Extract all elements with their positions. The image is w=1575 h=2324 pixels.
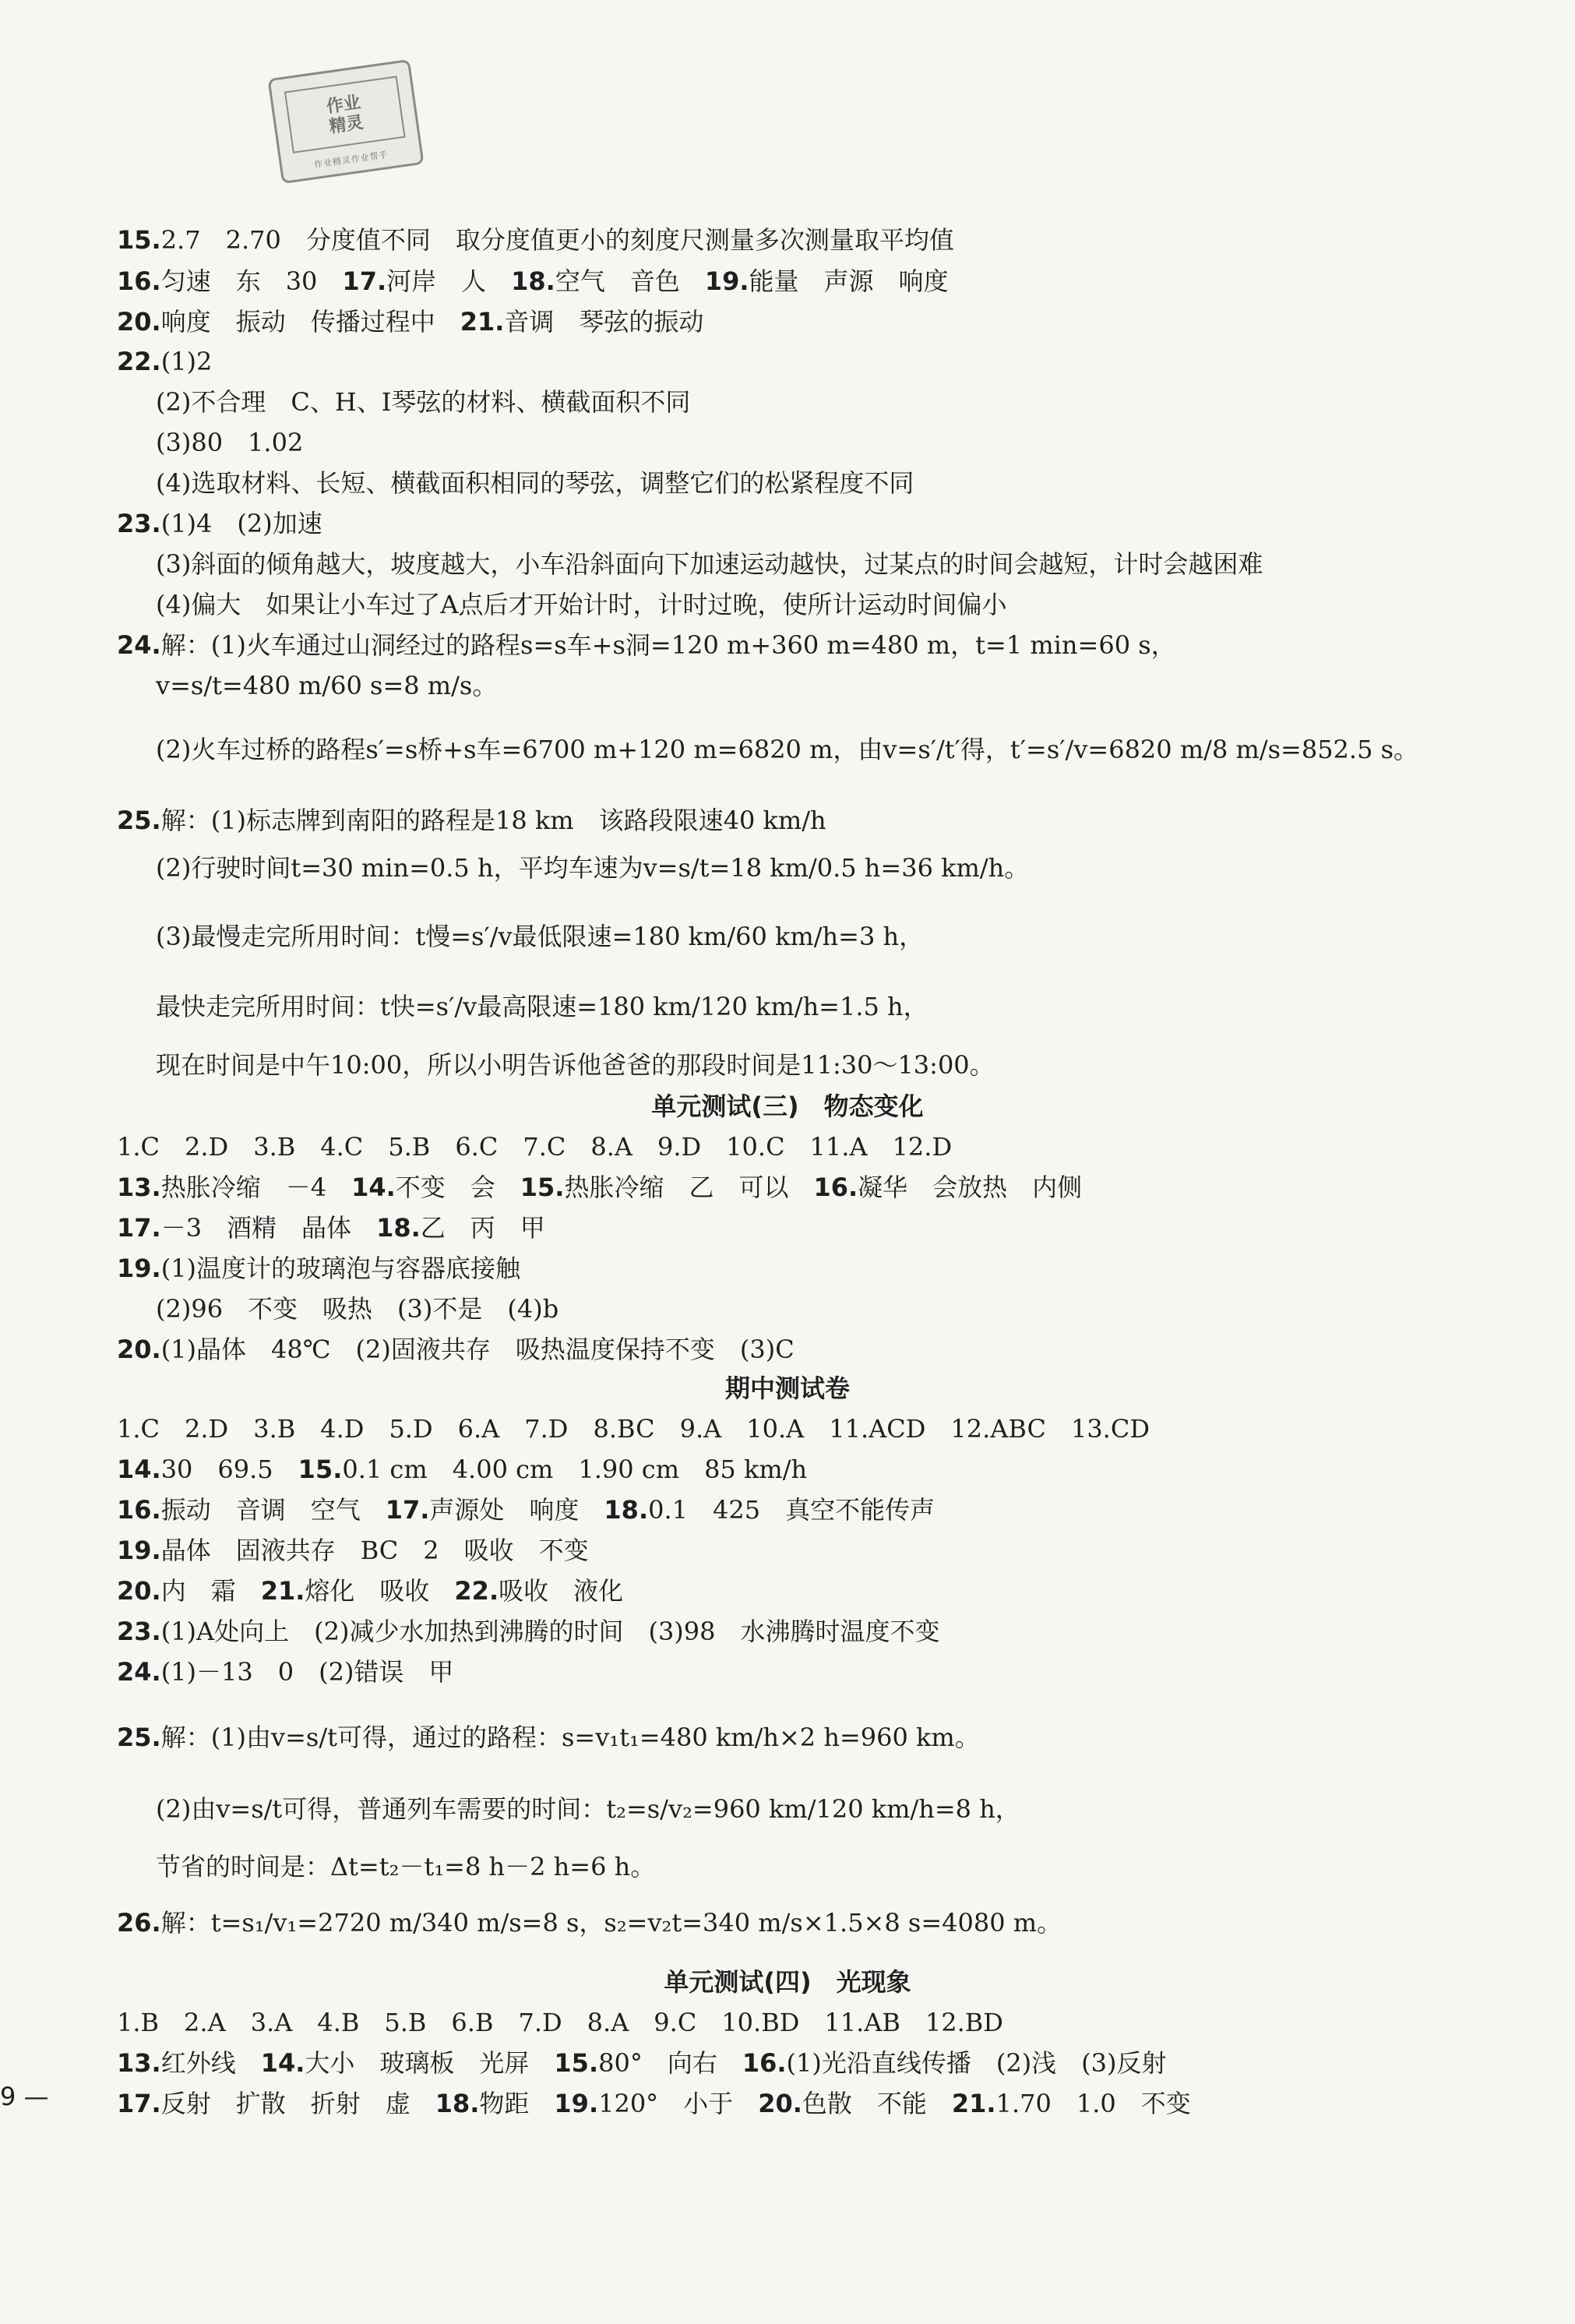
answer-text: 晶体 固液共存 BC 2 吸收 不变 — [160, 1536, 589, 1565]
answer-line — [117, 223, 1542, 257]
question-number: 19. — [117, 1254, 161, 1283]
answer-line — [156, 1850, 1575, 1884]
answer-text: 音调 琴弦的振动 — [504, 307, 704, 337]
answer-text: 红外线 — [160, 2048, 261, 2078]
answer-line — [117, 1720, 1542, 1754]
question-number: 18. — [511, 266, 555, 296]
answer-text: 不变 会 — [395, 1173, 520, 1202]
answer-text: 120° 小于 — [598, 2089, 759, 2118]
question-number: 25. — [117, 806, 161, 835]
question-number: 20. — [117, 1576, 161, 1606]
answer-line — [117, 1170, 1542, 1204]
answer-text: 解：t=s₁/v₁=2720 m/340 m/s=8 s，s₂=v₂t=340 m/s×1.5×8 s=4080 m。 — [160, 1908, 1062, 1938]
question-number: 18. — [376, 1213, 421, 1243]
answer-line — [117, 2005, 1542, 2040]
question-number: 23. — [117, 1617, 161, 1646]
answer-line — [156, 425, 1575, 460]
answer-text: 凝华 会放热 内侧 — [858, 1173, 1083, 1202]
question-number: 22. — [117, 347, 161, 376]
answer-text: 河岸 人 — [386, 266, 512, 296]
answer-text: (1)－13 0 (2)错误 甲 — [160, 1657, 454, 1687]
answer-text: 色散 不能 — [802, 2089, 952, 2118]
answer-line — [117, 2046, 1542, 2080]
question-number: 20. — [758, 2089, 802, 2118]
answer-text: (1)4 (2)加速 — [160, 509, 322, 538]
answer-text: 热胀冷缩 －4 — [160, 1173, 352, 1202]
answer-line — [156, 668, 1575, 703]
answer-line — [156, 989, 1575, 1024]
answer-line — [117, 1211, 1542, 1245]
answer-text: 声源处 响度 — [429, 1495, 604, 1525]
answer-line — [117, 1493, 1542, 1527]
answer-line — [117, 1452, 1542, 1486]
answer-text: 内 霜 — [160, 1576, 261, 1606]
answer-text: (2)火车过桥的路程s′=s桥+s车=6700 m+120 m=6820 m，由v=s′/t′得，t′=s′/v=6820 m/8 m/s=852.5 s。 — [156, 735, 1419, 764]
stamp-logo — [267, 59, 424, 184]
answer-text: v=s/t=480 m/60 s=8 m/s。 — [156, 671, 498, 700]
page-number: 9 — — [0, 2082, 49, 2111]
answer-line — [156, 385, 1575, 419]
section-title: 期中测试卷 — [724, 1374, 850, 1403]
answer-line — [156, 1048, 1575, 1082]
answer-line — [117, 2086, 1542, 2121]
answer-line — [117, 803, 1542, 838]
answer-text: 匀速 东 30 — [160, 266, 343, 296]
question-number: 16. — [742, 2048, 787, 2078]
answer-line — [117, 1906, 1542, 1940]
answer-text: 1.C 2.D 3.B 4.D 5.D 6.A 7.D 8.BC 9.A 10.A 11.ACD 12.ABC 13.CD — [117, 1414, 1150, 1444]
stamp-line1: 作业 — [325, 92, 362, 118]
answer-line — [117, 1130, 1542, 1164]
answer-line — [117, 1251, 1542, 1285]
answer-text: 振动 音调 空气 — [160, 1495, 386, 1525]
answer-text: 解：(1)标志牌到南阳的路程是18 km 该路段限速40 km/h — [160, 806, 826, 835]
answer-text: (3)斜面的倾角越大，坡度越大，小车沿斜面向下加速运动越快，过某点的时间会越短，计时会越困难 — [156, 549, 1263, 579]
question-number: 13. — [117, 1173, 161, 1202]
answer-text: 最快走完所用时间：t快=s′/v最高限速=180 km/120 km/h=1.5 h， — [156, 992, 928, 1021]
answer-line — [117, 344, 1542, 379]
question-number: 23. — [117, 509, 161, 538]
question-number: 14. — [351, 1173, 396, 1202]
question-number: 17. — [117, 1213, 161, 1243]
question-number: 16. — [813, 1173, 858, 1202]
answer-text: (1)A处向上 (2)减少水加热到沸腾的时间 (3)98 水沸腾时温度不变 — [160, 1617, 940, 1646]
stamp-inner — [284, 76, 406, 153]
answer-text: (4)偏大 如果让小车过了A点后才开始计时，计时过晚，使所计运动时间偏小 — [156, 590, 1007, 619]
question-number: 18. — [604, 1495, 649, 1525]
section-title: 单元测试(三) 物态变化 — [651, 1091, 924, 1121]
question-number: 21. — [951, 2089, 996, 2118]
answer-text: 熔化 吸收 — [305, 1576, 455, 1606]
answer-line — [117, 1574, 1542, 1608]
answer-text: 0.1 cm 4.00 cm 1.90 cm 85 km/h — [342, 1455, 808, 1484]
answer-text: 80° 向右 — [598, 2048, 742, 2078]
question-number: 16. — [117, 1495, 161, 1525]
question-number: 19. — [117, 1536, 161, 1565]
answer-text: 现在时间是中午10:00，所以小明告诉他爸爸的那段时间是11:30～13:00。 — [156, 1050, 995, 1080]
question-number: 20. — [117, 307, 161, 337]
answer-line — [156, 547, 1575, 581]
answer-text: 节省的时间是：Δt=t₂－t₁=8 h－2 h=6 h。 — [156, 1852, 656, 1881]
question-number: 13. — [117, 2048, 161, 2078]
answer-text: 解：(1)火车通过山洞经过的路程s=s车+s洞=120 m+360 m=480 m，t=1 min=60 s， — [160, 630, 1176, 660]
answer-line — [156, 587, 1575, 622]
answer-line — [156, 1792, 1575, 1826]
answer-line — [117, 506, 1542, 541]
answer-line — [117, 305, 1542, 339]
stamp-line2: 精灵 — [327, 112, 365, 137]
answer-text: 1.C 2.D 3.B 4.C 5.B 6.C 7.C 8.A 9.D 10.C 11.A 12.D — [117, 1132, 953, 1162]
question-number: 16. — [117, 266, 161, 296]
question-number: 24. — [117, 630, 161, 660]
answer-text: 吸收 液化 — [499, 1576, 624, 1606]
question-number: 17. — [117, 2089, 161, 2118]
question-number: 14. — [260, 2048, 305, 2078]
question-number: 19. — [704, 266, 749, 296]
answer-line — [117, 1332, 1542, 1367]
question-number: 20. — [117, 1335, 161, 1364]
answer-text: 乙 丙 甲 — [420, 1213, 545, 1243]
answer-text: (3)最慢走完所用时间：t慢=s′/v最低限速=180 km/60 km/h=3 h， — [156, 922, 925, 951]
question-number: 15. — [117, 225, 161, 255]
answer-text: (2)行驶时间t=30 min=0.5 h，平均车速为v=s/t=18 km/0.5 h=36 km/h。 — [156, 853, 1030, 883]
section-title: 单元测试(四) 光现象 — [664, 1967, 911, 1997]
answer-line — [117, 1412, 1542, 1446]
answer-text: －3 酒精 晶体 — [160, 1213, 377, 1243]
question-number: 25. — [117, 1723, 161, 1752]
question-number: 22. — [454, 1576, 499, 1606]
answer-text: (1)光沿直线传播 (2)浅 (3)反射 — [786, 2048, 1167, 2078]
answer-line — [117, 1655, 1542, 1689]
answer-text: (1)温度计的玻璃泡与容器底接触 — [160, 1254, 521, 1283]
answer-line — [117, 628, 1542, 662]
question-number: 21. — [260, 1576, 305, 1606]
answer-text: (2)不合理 C、H、I琴弦的材料、横截面积不同 — [156, 387, 691, 417]
question-number: 26. — [117, 1908, 161, 1938]
answer-line — [156, 466, 1575, 500]
answer-line — [117, 1614, 1542, 1649]
answer-line — [156, 919, 1575, 954]
answer-text: 物距 — [479, 2089, 555, 2118]
answer-line — [117, 1533, 1542, 1568]
answer-text: (1)晶体 48℃ (2)固液共存 吸热温度保持不变 (3)C — [160, 1335, 795, 1364]
answer-text: 热胀冷缩 乙 可以 — [564, 1173, 814, 1202]
question-number: 19. — [554, 2089, 599, 2118]
answer-text: (3)80 1.02 — [156, 428, 304, 457]
answer-text: (2)96 不变 吸热 (3)不是 (4)b — [156, 1294, 559, 1324]
answer-text: 2.7 2.70 分度值不同 取分度值更小的刻度尺测量多次测量取平均值 — [160, 225, 954, 255]
question-number: 15. — [520, 1173, 565, 1202]
answer-text: (1)2 — [160, 347, 213, 376]
answer-text: 反射 扩散 折射 虚 — [160, 2089, 435, 2118]
answer-line — [117, 264, 1542, 298]
answer-text: 0.1 425 真空不能传声 — [648, 1495, 935, 1525]
question-number: 24. — [117, 1657, 161, 1687]
question-number: 14. — [117, 1455, 161, 1484]
question-number: 15. — [298, 1455, 343, 1484]
answer-text: 30 69.5 — [160, 1455, 298, 1484]
question-number: 15. — [554, 2048, 599, 2078]
answer-line — [156, 851, 1575, 885]
answer-text: (4)选取材料、长短、横截面积相同的琴弦，调整它们的松紧程度不同 — [156, 468, 914, 498]
answer-text: 1.B 2.A 3.A 4.B 5.B 6.B 7.D 8.A 9.C 10.BD 11.AB 12.BD — [117, 2008, 1003, 2037]
stamp-footer: 作业精灵作业帮手 — [313, 149, 389, 171]
answer-text: 1.70 1.0 不变 — [995, 2089, 1191, 2118]
answer-line — [156, 1292, 1575, 1326]
question-number: 21. — [460, 307, 505, 337]
question-number: 18. — [435, 2089, 480, 2118]
answer-text: 解：(1)由v=s/t可得，通过的路程：s=v₁t₁=480 km/h×2 h=960 km。 — [160, 1723, 980, 1752]
question-number: 17. — [342, 266, 387, 296]
answer-text: 空气 音色 — [555, 266, 705, 296]
answer-text: 能量 声源 响度 — [749, 266, 949, 296]
answer-text: (2)由v=s/t可得，普通列车需要的时间：t₂=s/v₂=960 km/120 km/h=8 h， — [156, 1794, 1020, 1824]
question-number: 17. — [385, 1495, 430, 1525]
answer-text: 大小 玻璃板 光屏 — [305, 2048, 555, 2078]
answer-text: 响度 振动 传播过程中 — [160, 307, 460, 337]
answer-line — [156, 732, 1575, 767]
